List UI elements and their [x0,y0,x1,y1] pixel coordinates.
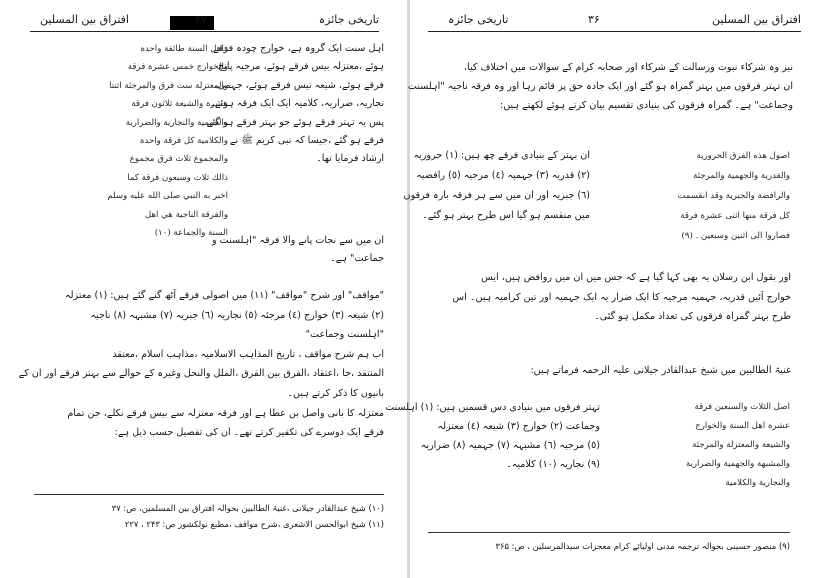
text-line: ہوئے ،معتزلہ بیس فرقے ہوئے، مرجیہ پانچ [218,61,384,73]
page-running-title: افتراق بین المسلین [40,13,129,26]
text-line: والشيعة والمعتزلة والمرجئة [692,440,790,450]
page-side-title: تاریخی جائزہ [318,13,379,26]
footnote: (١٠) شیخ عبدالقادر جیلانی ،غنیۃ الطالبین بحوالہ افتراق بین المسلمین، ص: ۳۷ [111,503,384,513]
urdu-column-2 [385,398,600,474]
left-page [0,0,409,578]
text-line: فرقے ایک دوسرے کی تکفیر کرتے تھے۔ ان کی تفصیل حسب ذیل ہے: [114,427,384,439]
body-text [18,286,384,443]
text-line: فصاروا الى اثنين وسبعين . (٩) [681,231,790,241]
page-number: ۳۷ [195,13,207,26]
urdu-column-2 [211,232,384,269]
text-line: ان تہتر فرقوں میں بہتر گمراہ ہو گئے اور ایک جادہ حق پر قائم رہا اور وہ فرقہ ناجیہ "اہلسنت [407,81,793,92]
text-line: (٢) قدریہ (٣) جہمیہ (٤) مرجیہ (٥) رافضیہ [416,170,590,181]
text-line: اصل الثلاث والسبعين فرقة [694,402,790,412]
text-line: (٦) جبریہ اور ان میں سے ہر فرقہ بارہ فرقوں [403,190,590,201]
text-line: وجماعت (٢) خوارج (٣) شیعہ (٤) معتزلہ [437,421,600,432]
text-line: اب ہم شرح مواقف ، تاریخ المذاہب الاسلامیہ ،مذاہب اسلام ،معتقد [112,348,384,360]
text-line: فرقے ہوئے، شیعہ تیس فرقے ہوئے، جہمی، [214,79,384,91]
text-line: (٩) نجاریہ (١٠) کلامیہ۔ [506,459,600,470]
footnotes [428,538,790,554]
text-line: نیز وہ شرکاء نبوت ورسالت کے شرکاء اور صحابہ کرام کے سوالات میں اختلاف کیا، [463,62,793,73]
text-line: فاهل السنة طائفة واحدة [140,44,228,54]
text-line: طرح بہتر گمراہ فرقوں کی تعداد مکمل ہو گئی۔ [594,311,791,322]
text-line: (٥) مرجیہ (٦) مشبہہ (٧) جہمیہ (٨) ضراریہ [420,440,600,451]
text-line: اخبر به النبي صلى الله عليه وسلم [107,191,228,202]
footnote-rule [34,494,384,495]
text-line: المنتقد ،جا ،اعتقاد ،الفرق بین الفرق ،الملل والنحل وغیرہ کے حوالے سے بہتر فرقے اور ان کے [18,368,384,380]
text-line: تہتر فرقوں میں بنیادی دس قسمیں ہیں: (١) اہلسنت [385,402,600,413]
urdu-column [201,40,384,169]
page-number: ۳۶ [588,13,600,26]
text-line: فرقے ہو گئے ،جیسا کہ نبی کریم ﷺ نے [229,135,384,147]
body-text [426,268,791,327]
header-rule [30,31,379,32]
text-line: ذالك ثلاث وسبعون فرقة كما [127,172,228,183]
quote-intro: غنیۃ الطالبین میں شیخ عبدالقادر جیلانی علیہ الرحمہ فرماتے ہیں: [530,365,791,376]
text-line: پس یہ تہتر فرقے ہوئے جو بہتر فرقے ہو گئے۔ [201,116,384,128]
urdu-column [403,146,590,226]
text-line: اور بقول ابن رسلان یہ بھی کہا گیا ہے کہ جس میں ان میں روافض ہیں، ایس [481,272,791,283]
text-line: جماعت" ہے۔ [330,253,384,265]
text-line: خوارج آئیں قدریہ، جہمیہ مرجیہ کا ایک ضرار یہ ایک جہمیہ اور تین کرامیہ ہیں۔ اس [452,291,791,303]
text-line: والمشبهة والجهمية والضرارية [685,459,790,469]
text-line: والمجموع ثلاث فرق مجموع [129,154,228,165]
text-line: معتزلہ کا بانی واصل بن عطا ہے اور فرقہ معتزلہ سے بیس فرقے نکلے، جن تمام [67,407,384,419]
text-line: ارشاد فرمایا تھا۔ [316,153,384,165]
page-running-title: افتراق بین المسلین [712,13,801,26]
text-line: میں منقسم ہو گیا اس طرح بہتر ہو گئے۔ [422,210,590,221]
arabic-column-2 [604,398,790,493]
text-line: والفرقة الناجية هي اهل [144,209,228,220]
text-line: (٢) شیعہ (٣) خوارج (٤) مرجئہ (٥) نجاریہ (٦) جبریہ (٧) مشبہہ (٨) ناجیہ [90,309,384,321]
text-line: السنة والجماعة (١٠) [154,228,228,239]
text-line: والكلامية كل فرقة واحدة [139,136,228,147]
text-line: ان بہتر کے بنیادی فرقے چھ ہیں: (١) حروریہ [413,150,590,161]
left-page-header [30,10,379,32]
text-line: "مواقف" اور شرح "مواقف" (١١) میں اصولی فرقے آٹھ گنے گئے ہیں: (١) معتزلہ [65,290,384,301]
text-line: والجهمية والنجارية والضرارية [125,117,228,128]
text-line: والنجارية والكلامية [725,478,790,488]
arabic-column [594,146,790,246]
right-page [385,0,819,578]
text-line: ان میں سے نجات پانے والا فرقہ "اہلسنت و [211,235,384,246]
text-line: اصول هذه الفرق الحرورية [696,151,790,161]
header-rule [428,31,801,32]
text-line: بانیوں کا ذکر کرتے ہیں۔ [287,387,384,399]
text-line: اہل سنت ایک گروہ ہے، خوارج چودہ فرقے [213,43,384,54]
text-line: عشرة اهل السنة والخوارج [695,421,790,431]
text-line: والرافضة والجبرية وقد انقسمت [677,191,790,201]
intro-text [407,58,793,115]
text-line: والمعتزلة ست فرق والمرجئة اثنتا [109,80,228,91]
footnotes [34,500,384,532]
text-line: نجاریہ، ضراریہ، کلامیہ ایک ایک فرقہ ہوئے۔ [209,98,384,110]
text-line: وجماعت" ہے۔ گمراہ فرقوں کی بنیادی تقسیم بیان کرتے ہوئے لکھتے ہیں: [499,100,793,111]
footnote: (٩) منصور حسینی بحوالہ ترجمہ مدنی اولیائے کرام معجزات سیدالمرسلین ، ص: ۳۶۵ [495,541,790,551]
right-page-header [428,10,801,32]
text-line: والقدرية والجهمية والمرجئة [693,171,790,181]
text-line: كل فرقة منها اثنى عشرة فرقة [680,211,790,221]
text-line: والخوارج خمس عشرة فرقة [127,62,228,73]
footnote-rule [428,532,790,533]
footnote: (١١) شیخ ابوالحسن الاشعری ،شرح مواقف ،مطبع نولکشور ص: ۲۴۳ ، ۲۲۷ [124,519,384,529]
page-side-title: تاریخی جائزہ [448,13,509,26]
text-line: عشرة والشيعة ثلاثون فرقة [131,99,228,110]
text-line: "اہلسنت وجماعت" [305,329,384,341]
arabic-column [62,40,228,242]
